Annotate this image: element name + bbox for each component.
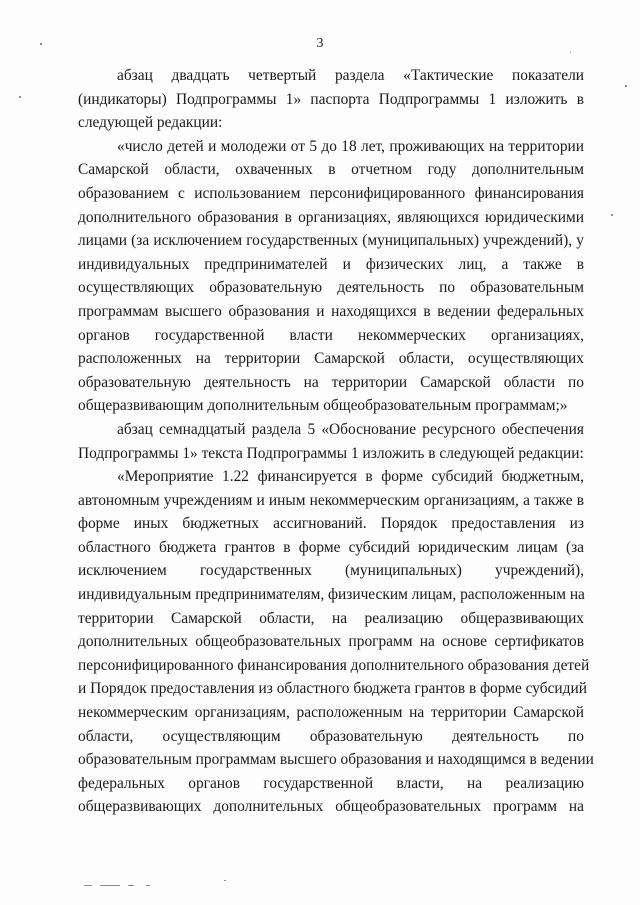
text-line: индивидуальным предпринимателям, физическим лицам, расположенным на bbox=[78, 586, 585, 604]
text-line: «Мероприятие 1.22 финансируется в форме субсидий бюджетным, bbox=[117, 468, 584, 486]
text-line: Подпрограммы 1» текста Подпрограммы 1 изложить в следующей редакции: bbox=[78, 444, 584, 462]
text-line: индивидуальных предпринимателей и физических лиц, а также в bbox=[78, 255, 584, 273]
text-line: «число детей и молодежи от 5 до 18 лет, проживающих на территории bbox=[117, 137, 584, 155]
scan-speck bbox=[19, 96, 21, 98]
scan-speck bbox=[611, 214, 613, 216]
text-line: дополнительных общеобразовательных программ на основе сертификатов bbox=[78, 633, 584, 651]
text-line: Самарской области, охваченных в отчетном году дополнительным bbox=[78, 161, 584, 179]
text-line: территории Самарской области, на реализацию общеразвивающих bbox=[78, 609, 584, 627]
text-line: осуществляющих образовательную деятельность по образовательным bbox=[78, 279, 584, 297]
text-line: (индикаторы) Подпрограммы 1» паспорта Подпрограммы 1 изложить в bbox=[78, 90, 584, 108]
text-line: федеральных органов государственной власти, на реализацию bbox=[78, 774, 584, 792]
text-line: абзац двадцать четвертый раздела «Тактические показатели bbox=[117, 67, 584, 84]
text-line: следующей редакции: bbox=[78, 114, 223, 132]
text-line: области, осуществляющим образовательную деятельность по bbox=[78, 727, 584, 745]
text-line: персонифицированного финансирования дополнительного образования детей bbox=[78, 656, 590, 674]
page-number: 3 bbox=[316, 36, 324, 51]
text-line: автономным учреждениям и иным некоммерческим организациям, а также в bbox=[78, 491, 584, 509]
text-line: органов государственной власти некоммерческих организациях, bbox=[78, 326, 584, 344]
text-line: программам высшего образования и находящихся в ведении федеральных bbox=[78, 302, 584, 320]
text-line: образовательным программам высшего образования и находящимся в ведении bbox=[78, 751, 594, 769]
scan-speck bbox=[570, 52, 571, 53]
body-text bbox=[78, 64, 594, 819]
text-line: и Порядок предоставления из областного бюджета грантов в форме субсидий bbox=[78, 680, 587, 698]
text-line: областного бюджета грантов в форме субсидий юридическим лицам (за bbox=[78, 538, 584, 556]
text-line: форме иных бюджетных ассигнований. Порядок предоставления из bbox=[78, 515, 584, 533]
text-line: лицами (за исключением государственных (муниципальных) учреждений), у bbox=[78, 232, 584, 250]
text-line: расположенных на территории Самарской области, осуществляющих bbox=[78, 350, 584, 368]
text-line: образовательную деятельность на территории Самарской области по bbox=[78, 373, 584, 391]
text-line: общеразвивающим дополнительным общеобразовательным программам;» bbox=[78, 397, 568, 415]
text-line: исключением государственных (муниципальных) учреждений), bbox=[78, 562, 584, 580]
footer-scan-marks bbox=[84, 884, 234, 888]
text-line: общеразвивающих дополнительных общеобразовательных программ на bbox=[78, 798, 584, 816]
text-line: абзац семнадцатый раздела 5 «Обоснование ресурсного обеспечения bbox=[117, 420, 584, 438]
text-line: образованием с использованием персонифицированного финансирования bbox=[78, 184, 584, 202]
text-line: дополнительного образования в организациях, являющихся юридическими bbox=[78, 208, 584, 226]
scan-speck bbox=[625, 85, 627, 87]
scan-speck bbox=[40, 43, 42, 45]
text-line: некоммерческим организациям, расположенным на территории Самарской bbox=[78, 704, 584, 722]
